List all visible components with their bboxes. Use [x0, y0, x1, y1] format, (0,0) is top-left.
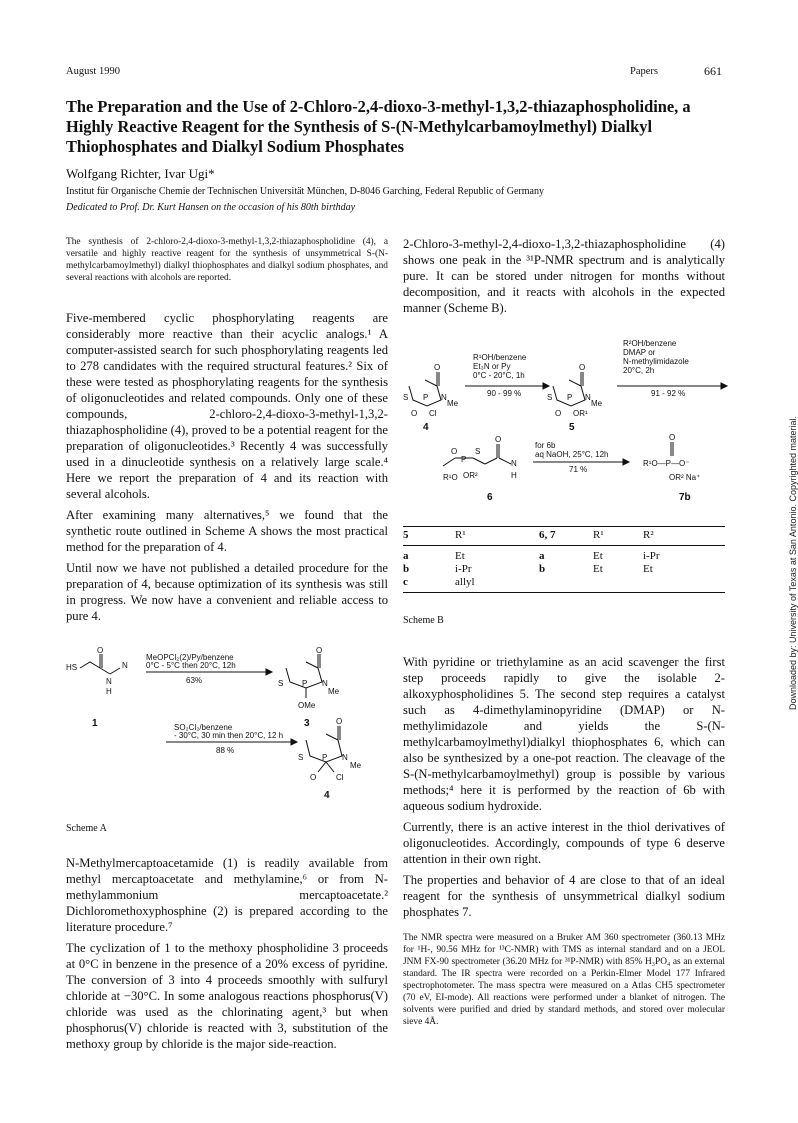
chem-label: S — [403, 393, 409, 402]
scheme-a-condition: - 30°C, 30 min then 20°C, 12 h — [174, 731, 284, 740]
table-cell: Et — [593, 550, 603, 562]
paragraph: The cyclization of 1 to the methoxy phospholidine 3 proceeds at 0°C in benzene in the presence of a 20% excess of pyridine. The conversion of 3 into 4 proceeds smoothly with sulfuryl chloride at −30°C. In some analogous reactions phosphorus(V) chloride was used as the chlorinating agent,³ but when phosphorus(V) chloride is reacted with 3, substitution of the methoxy group by chloride is the major side-reaction. — [66, 941, 388, 1051]
chem-label: S — [298, 753, 304, 762]
table-header: 6, 7 — [539, 529, 556, 541]
table-cell: a — [403, 550, 409, 562]
table-header: R¹ — [593, 529, 604, 541]
chem-label: N — [511, 459, 517, 468]
table-header-row — [403, 526, 725, 546]
chem-label: O — [495, 435, 502, 444]
paragraph: Five-membered cyclic phosphorylating reagents are considerably more reactive than their acyclic analogs.¹ A computer-assisted search for such phosphorylating reagents led to 278 candidates with the required structural features.² Six of these were tested as phosphorylating reagents for the synthesis of oligonucleotides and related compounds. Only one of these compounds, 2-chloro-2,4-dioxo-3-methyl-1,3,2-thiazaphospholidine (4), proved to be a potential reagent for the preparation of oligonucleotides.³ Recently 4 was successfully used in a dinucleotide synthesis on a relatively large scale.⁴ Here we report the preparation of 4 and its reaction with several alcohols. — [66, 311, 388, 501]
scheme-b-yield: 71 % — [569, 465, 588, 474]
scheme-a-yield: 63% — [186, 676, 203, 685]
table-body — [403, 546, 725, 593]
chem-label: Cl — [336, 773, 344, 782]
table-header: 5 — [403, 529, 409, 541]
chem-label: O — [411, 409, 418, 418]
chem-label: N — [106, 677, 112, 686]
table-header: R¹ — [455, 529, 466, 541]
left-column-text — [66, 310, 388, 629]
scheme-b-condition: R¹OH/benzene — [473, 353, 527, 362]
chem-label: OMe — [298, 701, 316, 710]
right-column-lower — [403, 654, 725, 925]
article-title: The Preparation and the Use of 2-Chloro-2,4-dioxo-3-methyl-1,3,2-thiazaphospholidine, a Highly Reactive Reagent for the Synthesis of S-(N-Methylcarbamoylmethyl) Dialkyl Thiophosphates and Dialkyl Sodium Phosphates — [66, 97, 691, 156]
compound-number: 1 — [92, 718, 98, 729]
table-cell: i-Pr — [455, 563, 472, 575]
scheme-b-condition: N-methylimidazole — [623, 357, 689, 366]
scheme-b-table — [403, 526, 725, 593]
chem-label: HS — [66, 663, 78, 672]
table-cell: i-Pr — [643, 550, 660, 562]
table-cell: b — [539, 563, 546, 575]
compound-number: 7b — [679, 492, 691, 503]
paragraph: The properties and behavior of 4 are close to that of an ideal reagent for the synthesis of unsymmetrical dialkyl sodium phosphates 7. — [403, 873, 725, 919]
chem-label: O — [555, 409, 562, 418]
scheme-a-label: Scheme A — [66, 823, 107, 834]
chem-label: OR¹ — [573, 409, 588, 418]
scheme-b-condition: Et₃N or Py — [473, 362, 511, 371]
scheme-a-condition: SO₂Cl₂/benzene — [174, 723, 233, 732]
chem-label: O — [97, 646, 104, 655]
watermark-text: Downloaded by: University of Texas at San Antonio. Copyrighted material. — [788, 416, 798, 710]
chem-label: R¹O—P—O⁻ — [643, 459, 690, 468]
paragraph: With pyridine or triethylamine as an acid scavenger the first step proceeds rapidly to give the isolable 2-alkoxyphospholidines 5. The second step requires a catalyst such as 4-dimethylaminopyridine (DMAP) or N-methylimidazole and yields the S-(N-methylcarbamoylmethyl)dialkyl thiophosphates 6, which can also be synthesized by a one-pot reaction. The cleavage of the S-(N-methylcarbamoylmethyl) group is possible by various methods;⁴ here it is performed by the reaction of 6b with aqueous sodium hydroxide. — [403, 655, 725, 813]
dedication: Dedicated to Prof. Dr. Kurt Hansen on the occasion of his 80th birthday — [66, 202, 356, 213]
scheme-b-condition: aq NaOH, 25°C, 12h — [535, 450, 609, 459]
chem-label: O — [451, 447, 458, 456]
table-cell: Et — [643, 563, 653, 575]
chem-label: N — [322, 679, 328, 688]
chem-label: N — [122, 661, 128, 670]
scheme-b-label: Scheme B — [403, 615, 444, 626]
chem-label: O — [316, 646, 323, 655]
scheme-a-condition: 0°C - 5°C then 20°C, 12h — [146, 661, 236, 670]
scheme-b-condition: R²OH/benzene — [623, 339, 677, 348]
scheme-b-condition: for 6b — [535, 441, 556, 450]
paragraph: Currently, there is an active interest in the thiol derivatives of oligonucleotides. Accordingly, compounds of type 6 deserve attention in their own right. — [403, 820, 725, 866]
table-header: R² — [643, 529, 654, 541]
scheme-b-figure — [403, 338, 728, 518]
chem-label: P — [461, 455, 467, 464]
chem-label: P — [567, 393, 573, 402]
compound-number: 6 — [487, 492, 493, 503]
scheme-b-condition: 20°C, 2h — [623, 366, 655, 375]
chem-label: H — [511, 471, 517, 480]
compound-number: 4 — [423, 422, 429, 433]
chem-label: R¹O — [443, 473, 458, 482]
table-cell: Et — [455, 550, 465, 562]
chem-label: Me — [591, 399, 603, 408]
header-section: Papers — [630, 66, 658, 77]
paragraph: After examining many alternatives,⁵ we found that the synthetic route outlined in Scheme A shows the most practical method for the preparation of 4. — [66, 508, 388, 554]
chem-label: P — [423, 393, 429, 402]
scheme-b-condition: 0°C - 20°C, 1h — [473, 371, 525, 380]
right-column-text — [403, 236, 725, 321]
paragraph: N-Methylmercaptoacetamide (1) is readily available from methyl mercaptoacetate and methylamine,⁶ or from N-methylammonium mercaptoacetate.² Dichloromethoxyphosphine (2) is prepared according to the literature procedure.⁷ — [66, 856, 388, 934]
chem-label: O — [669, 433, 676, 442]
chem-label: N — [585, 393, 591, 402]
chem-label: Me — [328, 687, 340, 696]
chem-label: S — [475, 447, 481, 456]
chem-label: OR² Na⁺ — [669, 473, 701, 482]
paragraph: Until now we have not published a detailed procedure for the preparation of 4, because optimization of its synthesis was still in progress. We now have a convenient and reliable access to pure 4. — [66, 561, 388, 623]
chem-label: OR² — [463, 471, 478, 480]
chem-label: O — [336, 717, 343, 726]
download-watermark — [776, 380, 798, 710]
chem-label: Me — [447, 399, 459, 408]
page-number: 661 — [704, 64, 722, 78]
chem-label: Me — [350, 761, 362, 770]
chem-label: N — [441, 393, 447, 402]
chem-label: Cl — [429, 409, 437, 418]
scheme-a-condition: MeOPCl₂(2)/Py/benzene — [146, 653, 234, 662]
scheme-a-figure — [66, 646, 391, 830]
paragraph: 2-Chloro-3-methyl-2,4-dioxo-1,3,2-thiazaphospholidine (4) shows one peak in the ³¹P-NMR spectrum and is analytically pure. It can be stored under nitrogen for months without decomposition, and it reacts with alcohols in the expected manner (Scheme B). — [403, 237, 725, 315]
scheme-a-yield: 88 % — [216, 746, 235, 755]
chem-label: O — [434, 363, 441, 372]
affiliation: Institut für Organische Chemie der Technischen Universität München, D-8046 Garching, Federal Republic of Germany — [66, 186, 544, 197]
chem-label: P — [302, 679, 308, 688]
left-column-lower — [66, 855, 388, 1057]
chem-label: S — [547, 393, 553, 402]
scheme-b-condition: DMAP or — [623, 348, 656, 357]
scheme-b-yield: 91 - 92 % — [651, 389, 686, 398]
chem-label: O — [310, 773, 317, 782]
chem-label: N — [342, 753, 348, 762]
table-cell: allyl — [455, 576, 475, 588]
header-date: August 1990 — [66, 66, 120, 77]
table-cell: b — [403, 563, 410, 575]
table-cell: a — [539, 550, 545, 562]
scheme-b-yield: 90 - 99 % — [487, 389, 522, 398]
table-cell: Et — [593, 563, 603, 575]
compound-number: 5 — [569, 422, 575, 433]
table-cell: c — [403, 576, 408, 588]
chem-label: S — [278, 679, 284, 688]
chem-label: O — [579, 363, 586, 372]
abstract: The synthesis of 2-chloro-2,4-dioxo-3-methyl-1,3,2-thiazaphospholidine (4), a versatile and highly reactive reagent for the synthesis of unsymmetrical S-(N-methylcarbamoylmethyl) dialkyl thiophosphates and dialkyl sodium phosphates, and several reactions with alcohols are reported. — [66, 237, 388, 283]
authors: Wolfgang Richter, Ivar Ugi* — [66, 166, 215, 181]
experimental-text: The NMR spectra were measured on a Bruker AM 360 spectrometer (360.13 MHz for ¹H-, 90.56 MHz for ¹³C-NMR) with TMS as internal standard and on a JEOL JNM FX-90 spectrometer (36.20 MHz for ³¹P-NMR) with 85% H₃PO₄ as an external standard. The IR spectra were recorded on a Perkin-Elmer Model 177 Infrared spectrophotometer. The mass spectra were measured on a Atlas CH5 spectrometer (70 eV, EI-mode). All reactions were performed under a blanket of nitrogen. The solvents were purified and dried by standard methods, and stored over molecular sieve 4Å. — [403, 933, 725, 1027]
compound-number: 3 — [304, 718, 310, 729]
chem-label: P — [322, 753, 328, 762]
compound-number: 4 — [324, 790, 330, 801]
chem-label: H — [106, 687, 112, 696]
